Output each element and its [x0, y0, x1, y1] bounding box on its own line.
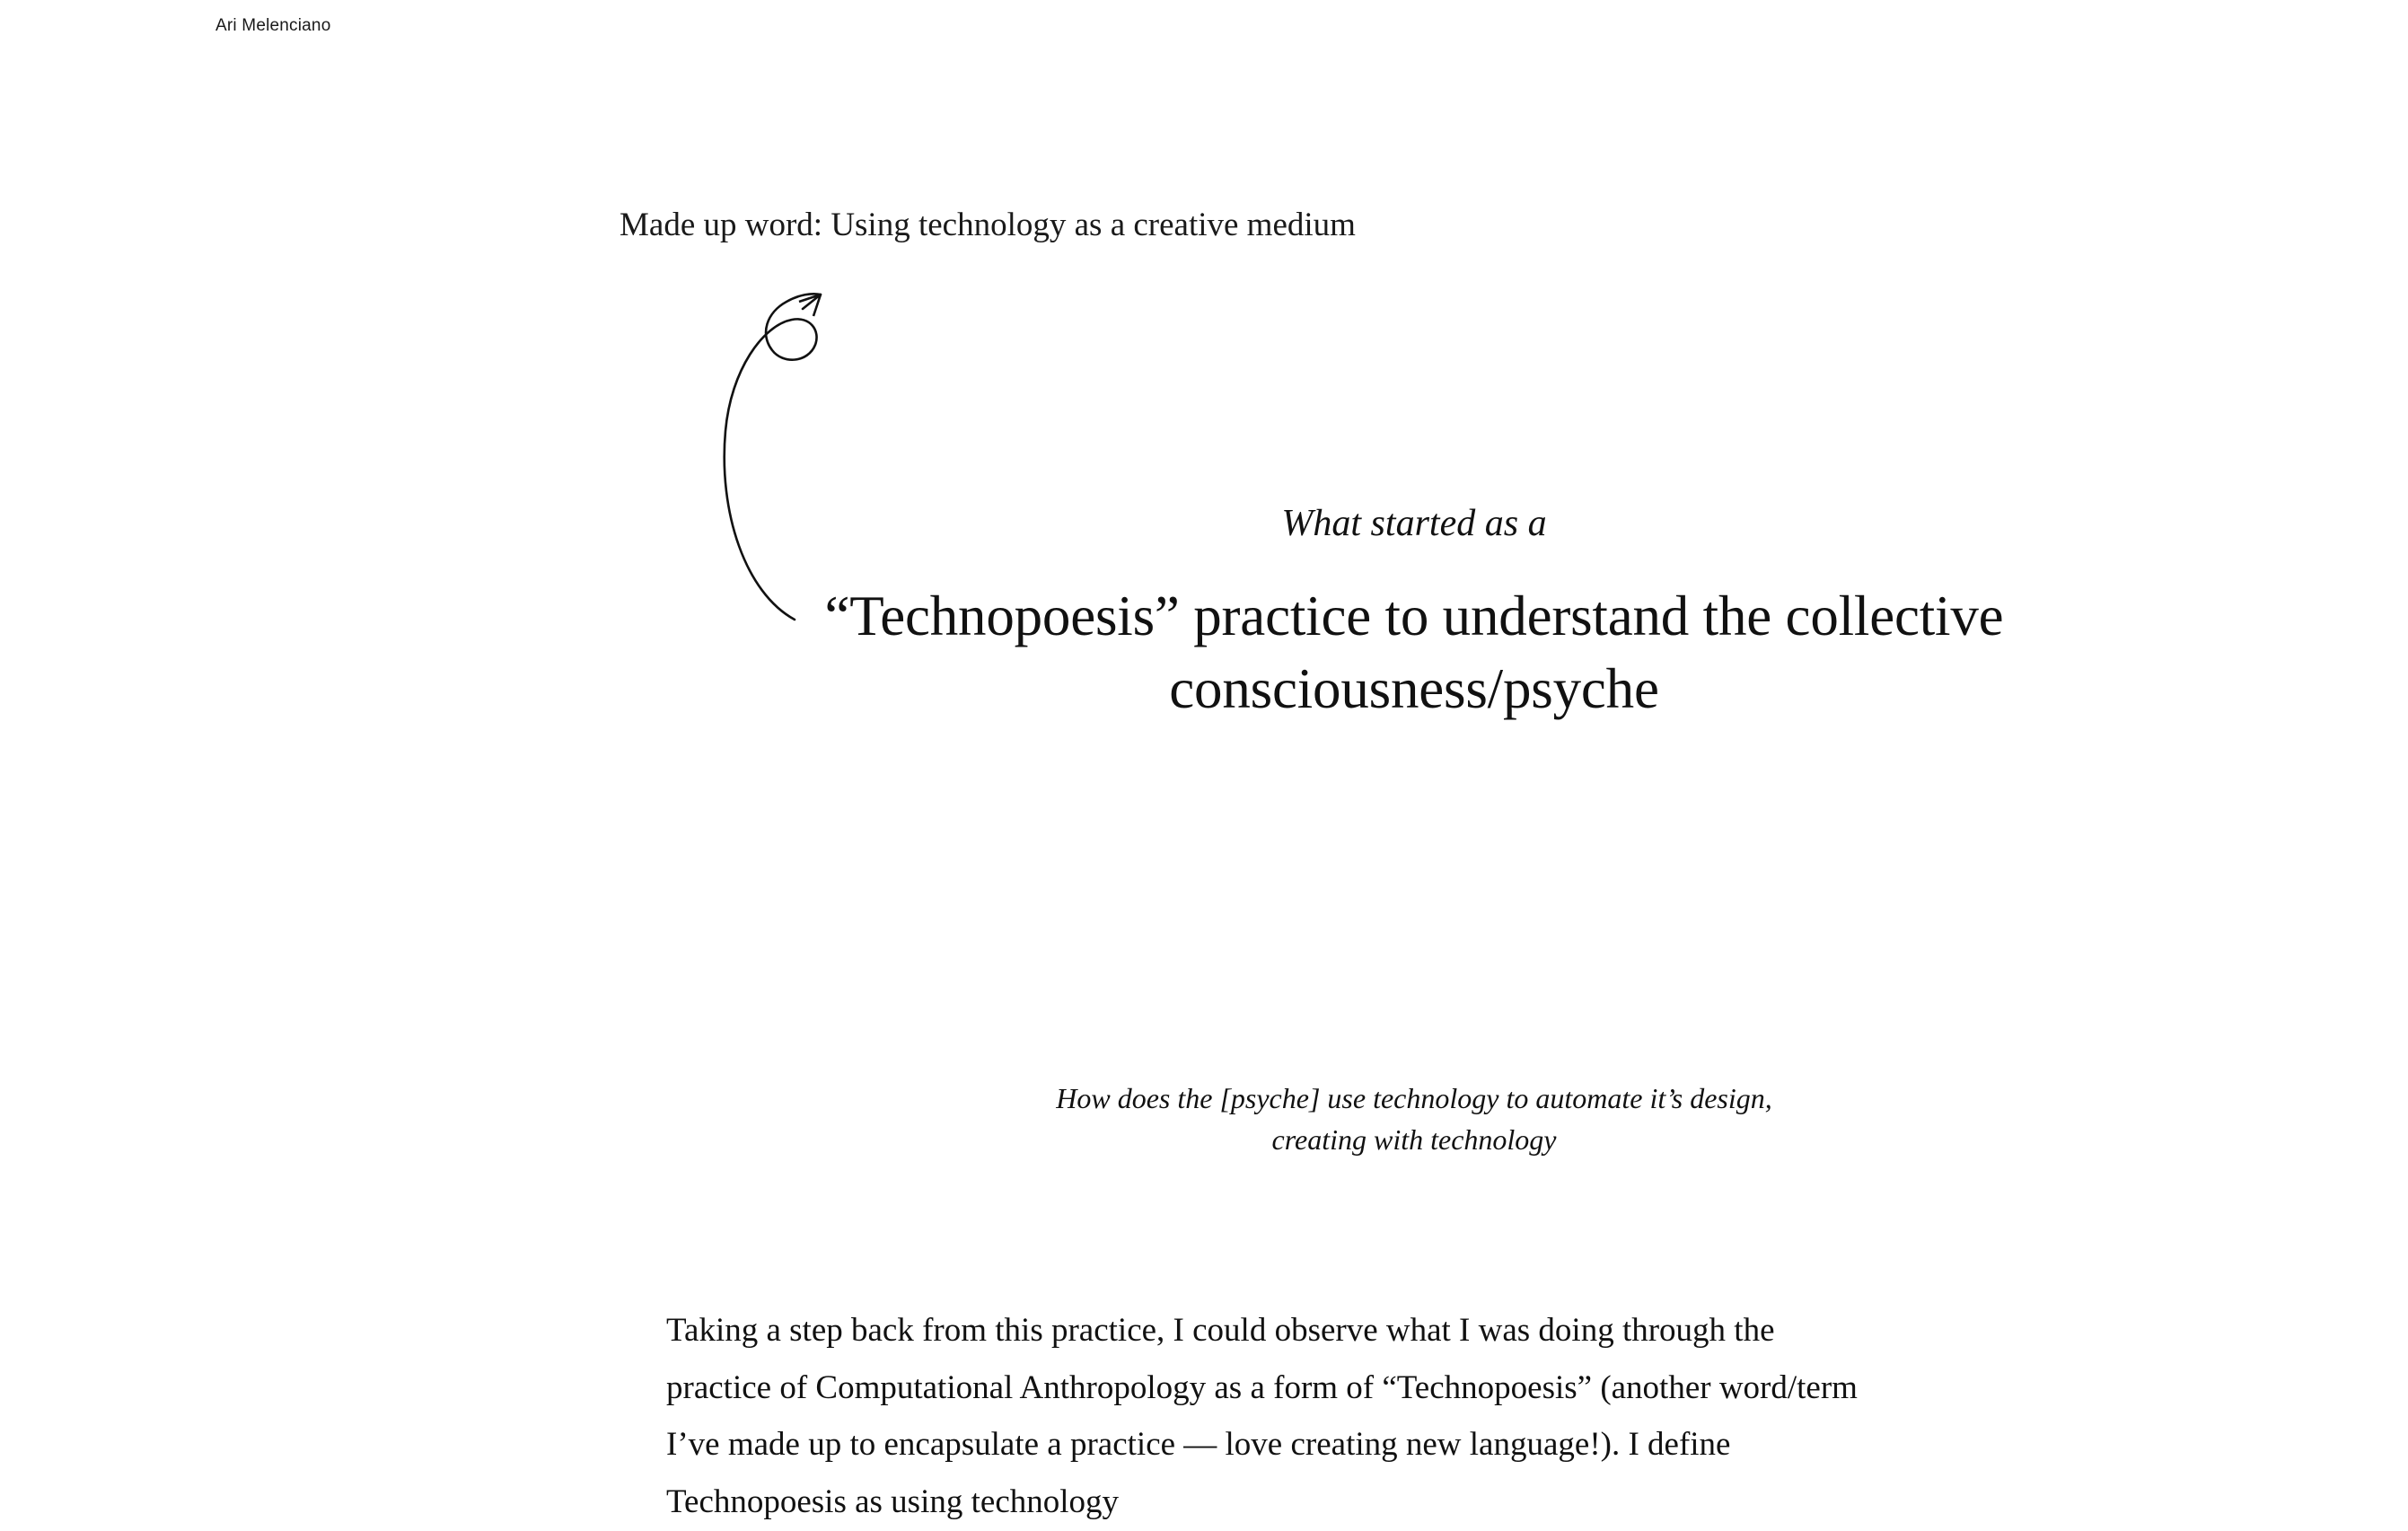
question-line-1: How does the [psyche] use technology to automate it’s design, [1056, 1082, 1772, 1114]
body-copy [666, 1302, 1878, 1531]
site-title[interactable]: Ari Melenciano [215, 16, 331, 35]
question-block [593, 1078, 2236, 1161]
question-line-2: creating with technology [1271, 1123, 1557, 1157]
page-title: “Technopoesis” practice to understand the collective consciousness/psyche [824, 585, 2004, 720]
headline-kicker: What started as a [1281, 503, 1547, 544]
headline-block [593, 503, 2236, 725]
body-paragraph: Taking a step back from this practice, I could observe what I was doing through the practice of Computational Anthropology as a form of “Technopoesis” (another word/term I’ve made up to encapsulate a practice — love creating new language!). I define Technopoesis as using technology [666, 1312, 1858, 1520]
article-eyebrow: Made up word: Using technology as a creative medium [620, 207, 1356, 243]
